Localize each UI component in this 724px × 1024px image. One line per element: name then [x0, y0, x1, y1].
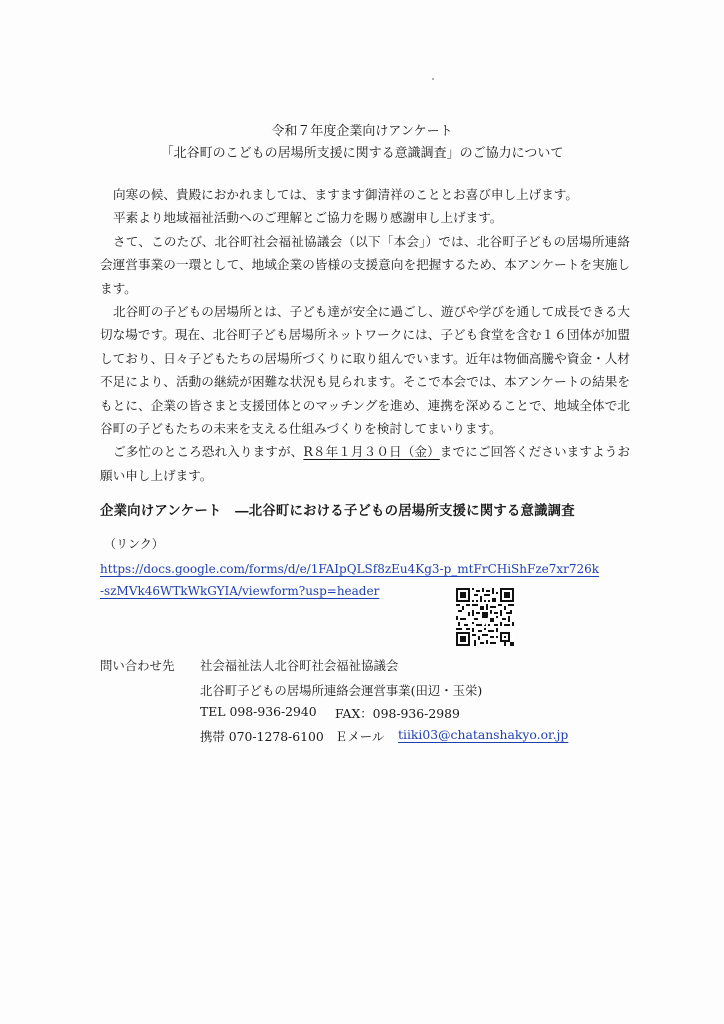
- greeting-paragraph: 向寒の候、貴殿におかれましては、ますます御清祥のこととお喜び申し上げます。: [113, 187, 578, 202]
- deadline-text-before: ご多忙のところ恐れ入りますが、: [113, 444, 304, 460]
- link-label: （リンク）: [104, 537, 164, 551]
- background-paragraph: 北谷町の子どもの居場所とは、子ども達が安全に過ごし、遊びや学びを通して成長できる大切な場です。現在、北谷町子ども居場所ネットワークには、子ども食堂を含む１６団体が加盟しており、日々子どもたちの居場所づくりに取り組んでいます。近年は物価高騰や資金・人材不足により、活動の継続が困難な状況も見られます。そこで本会では、本アンケートの結果をもとに、企業の皆さまと支援団体とのマッチングを進め、連携を深めることで、地域全体で北谷町の子どもたちの未来を支える仕組みづくりを検討してまいります。: [100, 304, 630, 437]
- deadline-date: R８年１月３０日（金）: [303, 444, 440, 460]
- contact-label: 問い合わせ先: [100, 658, 175, 673]
- contact-mobile: 携帯 070-1278-6100: [200, 729, 324, 744]
- contact-tel: TEL 098-936-2940: [200, 704, 317, 719]
- letter-body: [100, 183, 630, 487]
- thanks-paragraph: 平素より地域福祉活動へのご理解とご協力を賜り感謝申し上げます。: [113, 210, 503, 226]
- contact-email-label: Ｅメール: [335, 729, 385, 744]
- qr-code-icon: [456, 588, 514, 646]
- deadline-paragraph: [100, 440, 630, 487]
- scan-speck: [432, 78, 434, 80]
- contact-fax: FAX：098-936-2989: [335, 706, 460, 721]
- survey-title: 企業向けアンケート ―北谷町における子どもの居場所支援に関する意識調査: [100, 503, 575, 519]
- document-title: 令和７年度企業向けアンケート: [271, 124, 453, 139]
- contact-email-link[interactable]: tiiki03@chatanshakyo.or.jp: [398, 727, 569, 742]
- deadline-text-after: までにご回答くださいますようお願い申し上げます。: [100, 444, 631, 483]
- contact-organization: 社会福祉法人北谷町社会福祉協議会: [200, 658, 399, 673]
- contact-program: 北谷町子どもの居場所連絡会運営事業(田辺・玉栄): [200, 683, 483, 698]
- document-subtitle: 「北谷町のこどもの居場所支援に関する意識調査」のご協力について: [160, 146, 564, 161]
- survey-link[interactable]: https://docs.google.com/forms/d/e/1FAIpQLSf8zEu4Kg3-p_mtFrCHiShFze7xr726k-szMVk46WTkWkGYIA/viewform?usp=header: [100, 562, 600, 598]
- purpose-paragraph: さて、このたび、北谷町社会福祉協議会（以下「本会」）では、北谷町子どもの居場所連絡会運営事業の一環として、地域企業の皆様の支援意向を把握するため、本アンケートを実施します。: [100, 233, 630, 296]
